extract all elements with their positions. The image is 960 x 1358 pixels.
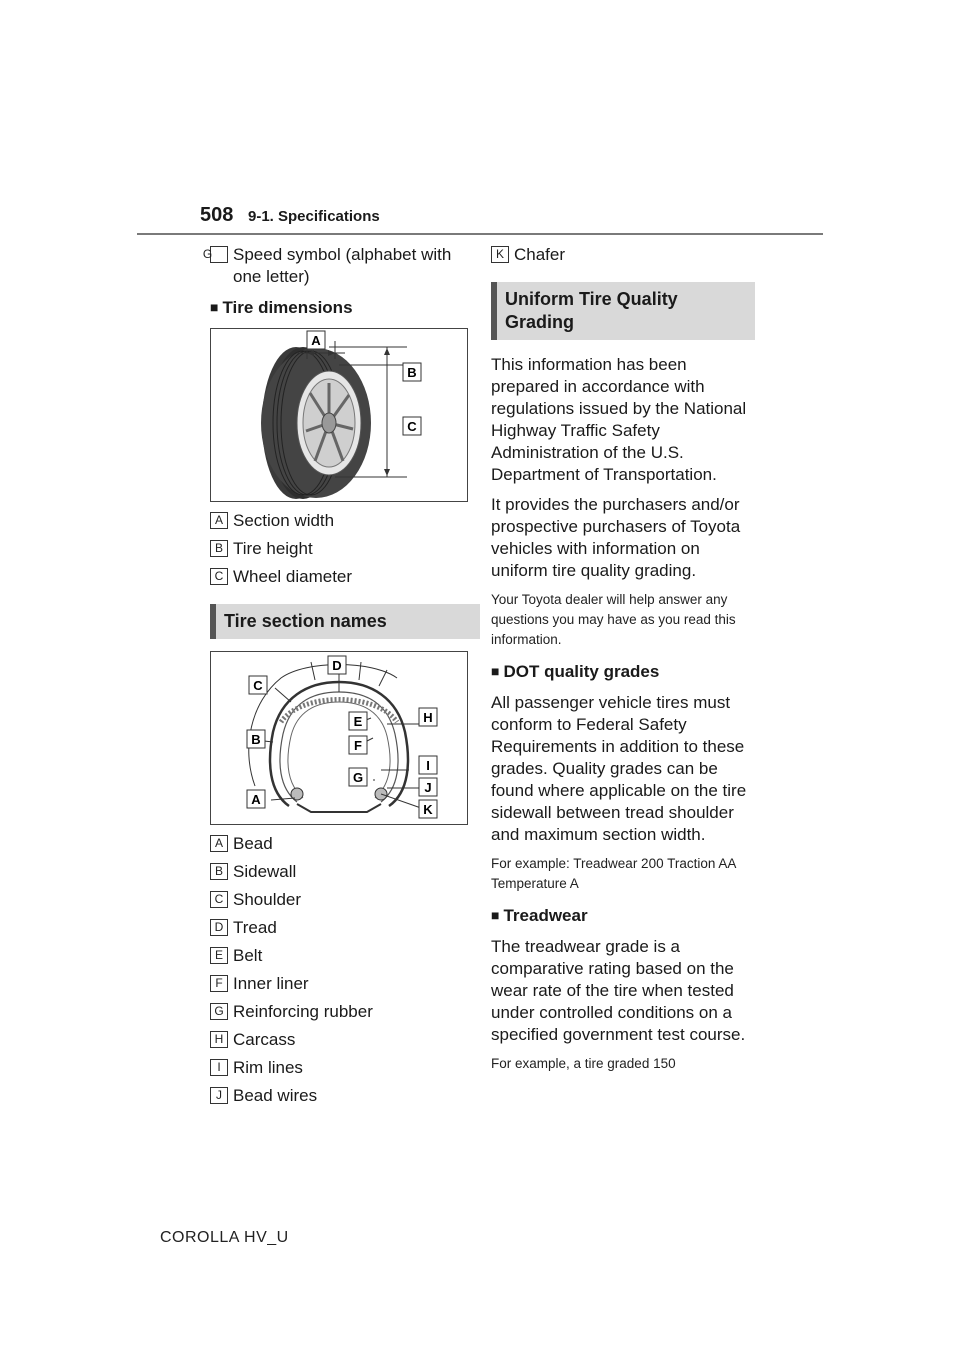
callout-badge: C — [210, 568, 228, 585]
treadwear-paragraph: The treadwear grade is a comparative rating based on the wear rate of the tire when tested under controlled conditions on a specified government test course. — [491, 937, 746, 1044]
callout-k — [419, 800, 437, 818]
speed-symbol-item: G Speed symbol (alphabet with one letter) — [202, 245, 452, 286]
callout-badge: H — [210, 1031, 228, 1048]
section-item: J Bead wires — [210, 1085, 480, 1107]
section-item: E Belt — [210, 945, 480, 967]
header-rule — [137, 233, 823, 235]
callout-j — [419, 778, 437, 796]
callout-badge: J — [210, 1087, 228, 1104]
tire-cross-section-illustration — [211, 652, 467, 824]
footer-model: COROLLA HV_U — [160, 1229, 289, 1246]
callout-badge: D — [210, 919, 228, 936]
utqg-paragraph: This information has been prepared in accordance with regulations issued by the National Highway Traffic Safety Administration of the U.S. Department of Transportation. — [491, 355, 747, 484]
callout-b — [403, 363, 421, 381]
callout-badge: F — [210, 975, 228, 992]
callout-a — [247, 790, 265, 808]
page-number: 508 — [200, 204, 234, 226]
svg-text:B: B — [407, 365, 417, 380]
section-item: C Shoulder — [210, 889, 480, 911]
svg-text:B: B — [251, 732, 261, 747]
svg-text:A: A — [251, 792, 261, 807]
svg-text:K: K — [423, 802, 433, 817]
section-item: F Inner liner — [210, 973, 480, 995]
callout-e — [349, 712, 367, 730]
tire-section-figure — [210, 651, 468, 825]
tire-dimensions-heading: ■ Tire dimensions — [210, 298, 353, 317]
svg-text:E: E — [353, 714, 363, 729]
callout-badge: A — [210, 512, 228, 529]
svg-text:D: D — [332, 658, 342, 673]
svg-text:G: G — [352, 770, 364, 785]
svg-text:C: C — [253, 678, 263, 693]
callout-badge: A — [210, 835, 228, 852]
callout-i — [419, 756, 437, 774]
section-item: G Reinforcing rubber — [210, 1001, 480, 1023]
utqg-paragraph-2: It provides the purchasers and/or prospective purchasers of Toyota vehicles with information on uniform tire quality grading. — [491, 495, 741, 580]
chafer-item: K Chafer — [491, 244, 755, 266]
section-item: D Tread — [210, 917, 480, 939]
dimension-item-wheel-diameter: C Wheel diameter — [210, 566, 480, 588]
callout-badge: C — [210, 891, 228, 908]
treadwear-example-note: For example, a tire graded 150 — [491, 1056, 676, 1071]
callout-a — [307, 331, 325, 349]
callout-badge: E — [210, 947, 228, 964]
callout-badge: B — [210, 540, 228, 557]
callout-b — [247, 730, 265, 748]
section-label: 9-1. Specifications — [248, 208, 380, 225]
callout-badge: B — [210, 863, 228, 880]
dot-quality-grades-heading: ■ DOT quality grades — [491, 662, 660, 681]
left-column — [202, 244, 480, 1113]
callout-c — [403, 417, 421, 435]
right-column — [491, 244, 755, 1086]
example-note: For example: Treadwear 200 Traction AA Temperature A — [491, 856, 736, 891]
section-item: A Bead — [210, 833, 480, 855]
tire-dimensions-figure — [210, 328, 468, 502]
dealer-note: Your Toyota dealer will help answer any questions you may have as you read this information. — [491, 592, 736, 647]
section-item: I Rim lines — [210, 1057, 480, 1079]
dimension-item-tire-height: B Tire height — [210, 538, 480, 560]
tire-illustration — [211, 329, 467, 501]
svg-text:H: H — [423, 710, 433, 725]
callout-badge: I — [210, 1059, 228, 1076]
callout-f — [349, 736, 367, 754]
callout-c — [249, 676, 267, 694]
svg-text:J: J — [424, 780, 432, 795]
callout-g — [349, 768, 367, 786]
svg-text:C: C — [407, 419, 417, 434]
utqg-heading: Uniform Tire Quality Grading — [491, 282, 755, 340]
section-item: B Sidewall — [210, 861, 480, 883]
dot-paragraph: All passenger vehicle tires must conform to Federal Safety Requirements in addition to these grades. Quality grades can be found where applicable on the tire sidewall between tread shoulder and maximum section width. — [491, 693, 747, 844]
callout-badge: K — [491, 246, 509, 263]
treadwear-heading: ■ Treadwear — [491, 906, 588, 925]
tire-section-names-heading: Tire section names — [210, 604, 480, 639]
callout-badge: G — [210, 1003, 228, 1020]
svg-text:F: F — [354, 738, 362, 753]
svg-text:I: I — [426, 758, 430, 773]
section-item: H Carcass — [210, 1029, 480, 1051]
dimension-item-section-width: A Section width — [210, 510, 480, 532]
callout-badge: G — [210, 246, 228, 263]
callout-d — [328, 656, 346, 674]
callout-h — [419, 708, 437, 726]
svg-text:A: A — [311, 333, 321, 348]
